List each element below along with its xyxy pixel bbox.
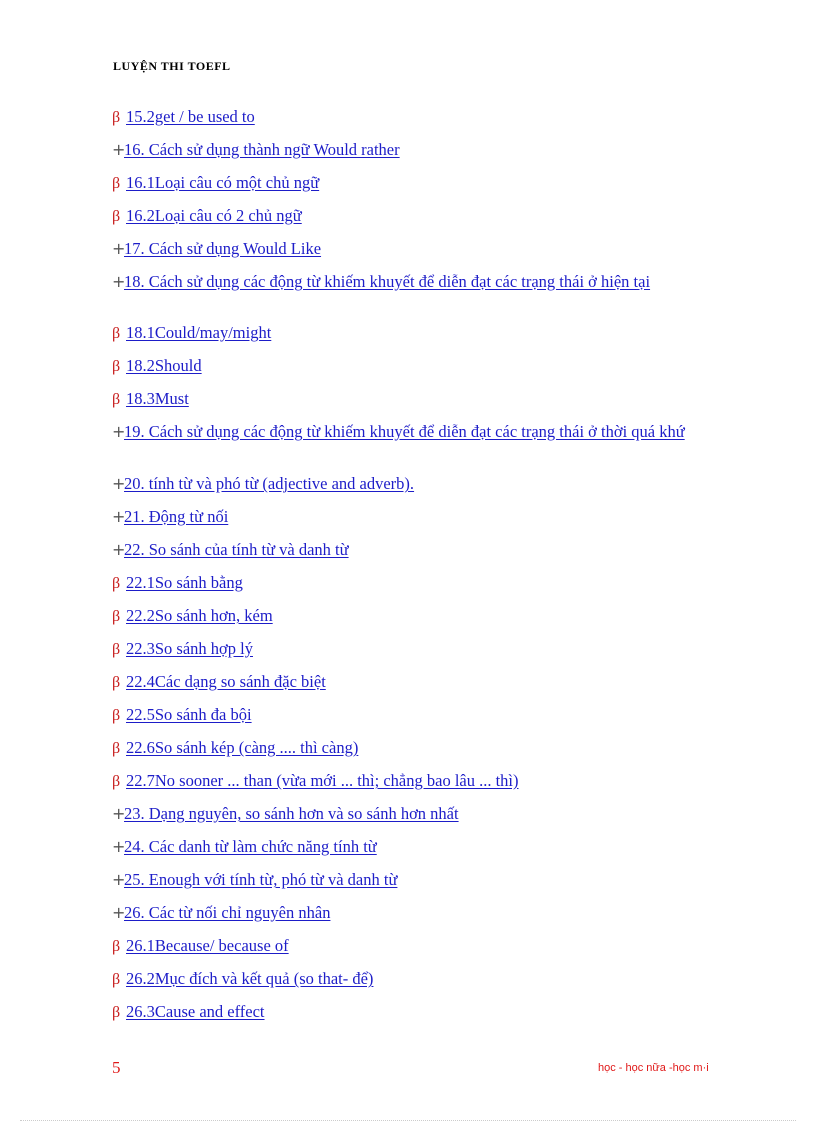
toc-link[interactable]: 26.2Mục đích và kết quả (so that- để)	[126, 969, 374, 988]
beta-bullet-icon: β	[112, 674, 121, 691]
toc-link[interactable]: 21. Động từ nối	[124, 507, 229, 526]
toc-subentry[interactable]	[112, 207, 302, 226]
toc-link[interactable]: 22. So sánh của tính từ và danh từ	[124, 540, 349, 559]
toc-subentry[interactable]	[112, 970, 373, 989]
toc-entry[interactable]	[112, 423, 708, 441]
beta-bullet-icon: β	[112, 773, 121, 790]
toc-link[interactable]: 18.1Could/may/might	[126, 323, 272, 342]
beta-bullet-icon: β	[112, 971, 121, 988]
toc-link[interactable]: 17. Cách sử dụng Would Like	[124, 239, 322, 258]
toc-link[interactable]: 19. Cách sử dụng các động từ khiếm khuyết để diễn đạt các trạng thái ở thời quá khứ	[124, 422, 685, 441]
toc-entry[interactable]	[112, 508, 228, 526]
beta-bullet-icon: β	[112, 575, 121, 592]
plus-bullet-icon: +	[112, 239, 126, 258]
toc-link[interactable]: 22.6So sánh kép (càng .... thì càng)	[126, 738, 359, 757]
toc-subentry[interactable]	[112, 640, 253, 659]
beta-bullet-icon: β	[112, 641, 121, 658]
toc-link[interactable]: 26. Các từ nối chỉ nguyên nhân	[124, 903, 331, 922]
beta-bullet-icon: β	[112, 109, 121, 126]
toc-link[interactable]: 24. Các danh từ làm chức năng tính từ	[124, 837, 377, 856]
toc-link[interactable]: 22.4Các dạng so sánh đặc biệt	[126, 672, 326, 691]
toc-entry[interactable]	[112, 904, 330, 922]
toc-link[interactable]: 16.2Loại câu có 2 chủ ngữ	[126, 206, 302, 225]
toc-entry[interactable]	[112, 805, 459, 823]
toc-entry[interactable]	[112, 240, 321, 258]
plus-bullet-icon: +	[112, 272, 126, 291]
toc-link[interactable]: 22.1So sánh bằng	[126, 573, 243, 592]
toc-link[interactable]: 25. Enough với tính từ, phó từ và danh từ	[124, 870, 398, 889]
toc-link[interactable]: 23. Dạng nguyên, so sánh hơn và so sánh hơn nhất	[124, 804, 459, 823]
toc-link[interactable]: 26.3Cause and effect	[126, 1002, 265, 1021]
toc-link[interactable]: 16. Cách sử dụng thành ngữ Would rather	[124, 140, 400, 159]
toc-entry[interactable]	[112, 541, 349, 559]
toc-subentry[interactable]	[112, 607, 273, 626]
toc-link[interactable]: 26.1Because/ because of	[126, 936, 289, 955]
beta-bullet-icon: β	[112, 208, 121, 225]
toc-subentry[interactable]	[112, 739, 358, 758]
page-bottom-divider	[20, 1120, 796, 1121]
toc-link[interactable]: 15.2get / be used to	[126, 107, 255, 126]
plus-bullet-icon: +	[112, 507, 126, 526]
plus-bullet-icon: +	[112, 540, 126, 559]
toc-link[interactable]: 22.2So sánh hơn, kém	[126, 606, 273, 625]
beta-bullet-icon: β	[112, 325, 121, 342]
footer-tagline: học - học nữa -học m·i	[598, 1062, 709, 1074]
toc-link[interactable]: 18.2Should	[126, 356, 202, 375]
toc-entry[interactable]	[112, 838, 377, 856]
toc-link[interactable]: 18. Cách sử dụng các động từ khiếm khuyết để diễn đạt các trạng thái ở hiện tại	[124, 272, 651, 291]
plus-bullet-icon: +	[112, 474, 126, 493]
toc-subentry[interactable]	[112, 390, 189, 409]
plus-bullet-icon: +	[112, 870, 126, 889]
beta-bullet-icon: β	[112, 707, 121, 724]
beta-bullet-icon: β	[112, 938, 121, 955]
toc-link[interactable]: 18.3Must	[126, 389, 189, 408]
toc-entry[interactable]	[112, 141, 400, 159]
toc-subentry[interactable]	[112, 574, 243, 593]
toc-subentry[interactable]	[112, 357, 202, 376]
plus-bullet-icon: +	[112, 804, 126, 823]
toc-link[interactable]: 22.3So sánh hợp lý	[126, 639, 253, 658]
toc-subentry[interactable]	[112, 1003, 265, 1022]
toc-subentry[interactable]	[112, 324, 271, 343]
beta-bullet-icon: β	[112, 608, 121, 625]
beta-bullet-icon: β	[112, 358, 121, 375]
beta-bullet-icon: β	[112, 175, 121, 192]
page-number: 5	[112, 1058, 121, 1077]
toc-entry[interactable]	[112, 475, 414, 493]
toc-link[interactable]: 20. tính từ và phó từ (adjective and adverb).	[124, 474, 415, 493]
toc-link[interactable]: 22.7No sooner ... than (vừa mới ... thì; chẳng bao lâu ... thì)	[126, 771, 519, 790]
plus-bullet-icon: +	[112, 140, 126, 159]
plus-bullet-icon: +	[112, 422, 126, 441]
toc-link[interactable]: 22.5So sánh đa bội	[126, 705, 252, 724]
running-header	[113, 50, 231, 73]
toc-entry[interactable]	[112, 273, 708, 291]
toc-subentry[interactable]	[112, 174, 319, 193]
plus-bullet-icon: +	[112, 903, 126, 922]
toc-entry[interactable]	[112, 871, 397, 889]
beta-bullet-icon: β	[112, 1004, 121, 1021]
beta-bullet-icon: β	[112, 391, 121, 408]
toc-link[interactable]: 16.1Loại câu có một chủ ngữ	[126, 173, 320, 192]
toc-subentry[interactable]	[112, 937, 289, 956]
toc-subentry[interactable]	[112, 772, 519, 791]
toc-subentry[interactable]	[112, 673, 326, 692]
toc-subentry[interactable]	[112, 108, 255, 127]
running-header-text: LUYỆN THI TOEFL	[113, 59, 231, 73]
plus-bullet-icon: +	[112, 837, 126, 856]
toc-subentry[interactable]	[112, 706, 252, 725]
beta-bullet-icon: β	[112, 740, 121, 757]
